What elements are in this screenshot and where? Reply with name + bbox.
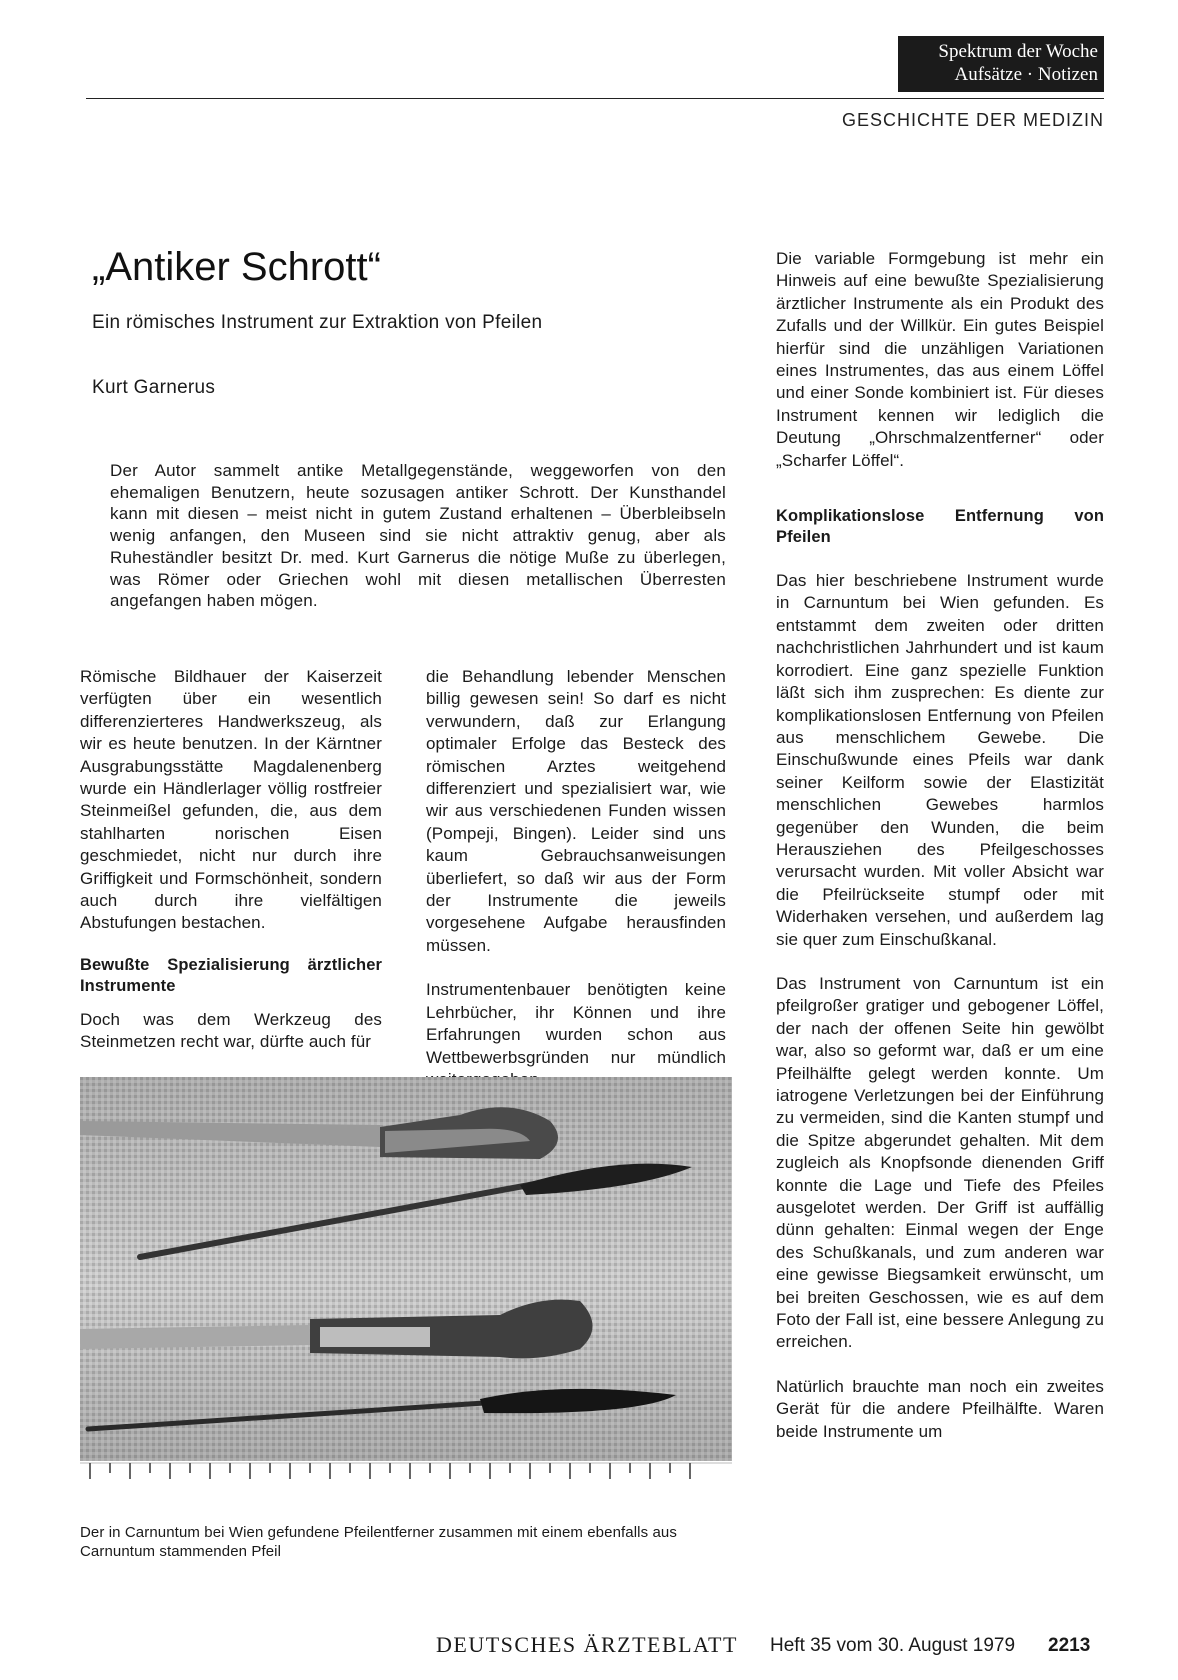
- section-badge: [898, 36, 1104, 92]
- badge-line-1: Spektrum der Woche: [938, 41, 1098, 62]
- col1-paragraph-2: Doch was dem Werkzeug des Steinmetzen recht war, dürfte auch für: [80, 1009, 382, 1052]
- col2-paragraph-1: die Behandlung lebender Menschen billig gewesen sein! So darf es nicht verwundern, daß zur Erlangung optimaler Erfolge das Besteck des römischen Arztes weitgehend differenziert und spezialisiert war, wie wir aus verschiedenen Funden wissen (Pompeji, Bingen). Leider sind uns kaum Gebrauchsanweisungen überliefert, so daß wir aus der Form der Instrumente die jeweils vorgesehene Aufgabe herausfinden müssen.: [426, 667, 726, 955]
- instrument-photo: [80, 1077, 732, 1491]
- article-author: Kurt Garnerus: [92, 377, 216, 398]
- column-2: [426, 666, 726, 1091]
- col3-paragraph-2: Das hier beschriebene Instrument wurde in Carnuntum bei Wien gefunden. Es entstammt dem zweiten oder dritten nachchristlichen Jahrhundert und ist kaum korrodiert. Eine ganz spezielle Funktion läßt sich ihm zusprechen: Es diente zur komplikationslosen Entfernung von Pfeilen aus menschlichem Gewebe. Die Einschußwunde eines Pfeils war dank seiner Keilform sowie der Elastizität menschlichen Gewebes harmlos gegenüber den Wunden, die beim Herausziehen des Pfeilgeschosses verursacht wurden. Mit voller Absicht war die Pfeilrückseite stumpf oder mit Widerhaken versehen, und außerdem lag sie quer zum Einschußkanal.: [776, 571, 1104, 949]
- col2-paragraph-2: Instrumentenbauer benötigten keine Lehrbücher, ihr Können und ihre Erfahrungen wurden schon aus Wettbewerbsgründen nur mündlich: [426, 980, 726, 1067]
- article-title: „Antiker Schrott“: [92, 245, 381, 289]
- column-3: [776, 248, 1104, 1443]
- page-number: 2213: [1048, 1635, 1091, 1656]
- photo-illustration: [80, 1077, 732, 1491]
- col3-heading: Komplikationslose Entfernung von Pfeilen: [776, 507, 1104, 547]
- issue-info: Heft 35 vom 30. August 1979: [770, 1635, 1016, 1656]
- arrow-shaft-bottom: [80, 1335, 310, 1339]
- badge-line-2: Aufsätze · Notizen: [954, 64, 1098, 85]
- col3-paragraph-4: Natürlich brauchte man noch ein zweites Gerät für die andere Pfeilhälfte. Waren beide Instrumente um: [776, 1376, 1104, 1441]
- col3-paragraph-1: Die variable Formgebung ist mehr ein Hinweis auf eine bewußte Spezialisierung ärztlicher Instrumente als ein Produkt des Zufalls und der Willkür. Ein gutes Beispiel hierfür sind die unzähligen Variationen eines Instrumentes, das aus einem Löffel und einer Sonde kombiniert ist. Für dieses Instrument kennen wir lediglich die Deutung „Ohrschmalzentferner“ oder „Scharfer Löffel“.: [776, 249, 1104, 470]
- article-abstract: Der Autor sammelt antike Metallgegenstände, weggeworfen von den ehemaligen Benutzern, heute sozusagen antiker Schrott. Der Kunsthandel kann mit diesen – meist nicht in gutem Zustand erhaltenen – Überbleibseln wenig anfangen, den Museen sind sie nicht attraktiv genug, aber als Ruheständler besitzt Dr. med. Kurt Garnerus die nötige Muße zu überlegen, was Römer oder Griechen wohl mit diesen metallischen Überresten angefangen haben mögen.: [110, 461, 726, 611]
- journal-name: DEUTSCHES ÄRZTEBLATT: [436, 1632, 738, 1657]
- section-title: GESCHICHTE DER MEDIZIN: [841, 110, 1104, 130]
- col1-heading: Bewußte Spezialisierung ärztlicher Instrumente: [80, 955, 382, 995]
- article-subtitle: Ein römisches Instrument zur Extraktion von Pfeilen: [92, 312, 543, 333]
- col1-paragraph-1: Römische Bildhauer der Kaiserzeit verfügten über ein wesentlich differenzierteres Handwerkszeug, als wir es heute benutzen. In der Kärntner Ausgrabungsstätte Magdalenenberg wurde ein Händlerlager völlig rostfreier Steinmeißel gefunden, die, aus dem stahlharten norischen Eisen geschmiedet, nicht nur durch ihre Griffigkeit und Formschönheit, sondern auch durch ihre vielfältigen Abstufungen bestachen.: [80, 667, 382, 933]
- col3-paragraph-3: Das Instrument von Carnuntum ist ein pfeilgroßer gratiger und gebogener Löffel, der nach der offenen Seite hin gewölbt war, also so geformt war, daß er um eine Pfeilhälfte gelegt werden konnte. Um iatrogene Verletzungen bei der Einführung zu vermeiden, sind die Kanten stumpf und die Spitze abgerundet gehalten. Mit dem zugleich als Knopfsonde dienenden Griff konnte die Lage und Tiefe des Pfeiles ausgelotet werden. Der Griff ist auffällig dünn gehalten: Einmal wegen der Enge des Schußkanals, und zum anderen war eine gewisse Biegsamkeit erwünscht, um bei breiten Geschossen, wie es auf dem Foto der Fall ist, eine bessere Anlegung zu erreichen.: [776, 973, 1104, 1352]
- scale-strip: [80, 1461, 732, 1491]
- column-1: [80, 666, 382, 1054]
- figure-caption: Der in Carnuntum bei Wien gefundene Pfeilentferner zusammen mit einem ebenfalls aus Carnuntum stammenden Pfeil: [80, 1524, 677, 1560]
- header-rule: [86, 98, 1104, 99]
